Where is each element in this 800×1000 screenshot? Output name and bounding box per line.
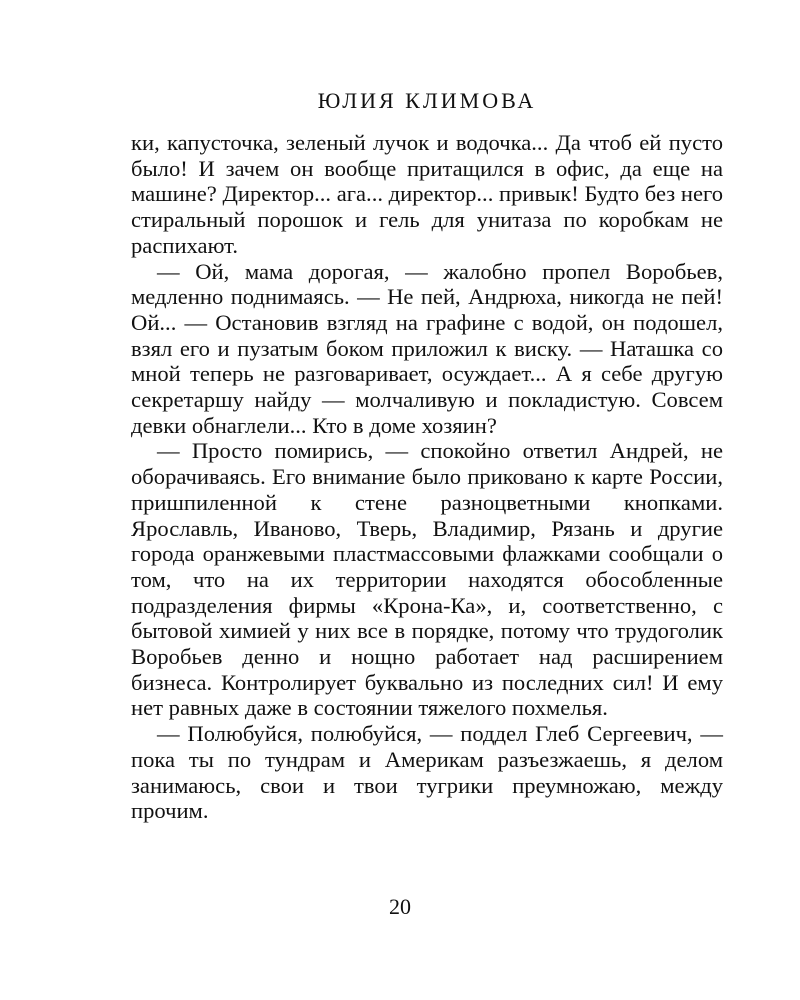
paragraph: — Ой, мама дорогая, — жалобно пропел Воробьев, медленно поднимаясь. — Не пей, Андрюха, никогда не пей! Ой... — Остановив взгляд на графине с водой, он подошел, взял его и пузатым боком приложил к виску. — Наташка со мной теперь не разговаривает, осуждает... А я себе другую секретаршу найду — молчаливую и покладистую. Совсем девки обнаглели... Кто в доме хозяин? — [131, 258, 723, 438]
paragraph: — Полюбуйся, полюбуйся, — поддел Глеб Сергеевич, — пока ты по тундрам и Америкам разъезжаешь, я делом занимаюсь, свои и твои тугрики преумножаю, между прочим. — [131, 721, 723, 824]
page-number: 20 — [389, 894, 411, 919]
body-text — [131, 130, 723, 824]
paragraph: ки, капусточка, зеленый лучок и водочка... Да чтоб ей пусто было! И зачем он вообще притащился в офис, да еще на машине? Директор... ага... директор... привык! Будто без него стиральный порошок и гель для унитаза по коробкам не распихают. — [131, 130, 723, 258]
paragraph: — Просто помирись, — спокойно ответил Андрей, не оборачиваясь. Его внимание было приковано к карте России, пришпиленной к стене разноцветными кнопками. Ярославль, Иваново, Тверь, Владимир, Рязань и другие города оранжевыми пластмассовыми флажками сообщали о том, что на их территории находятся обособленные подразделения фирмы «Крона-Ка», и, соответственно, с бытовой химией у них все в порядке, потому что трудоголик Воробьев денно и нощно работает над расширением бизнеса. Контролирует буквально из последних сил! И ему нет равных даже в состоянии тяжелого похмелья. — [131, 438, 723, 721]
running-head: ЮЛИЯ КЛИМОВА — [317, 88, 537, 113]
book-page — [131, 86, 723, 824]
